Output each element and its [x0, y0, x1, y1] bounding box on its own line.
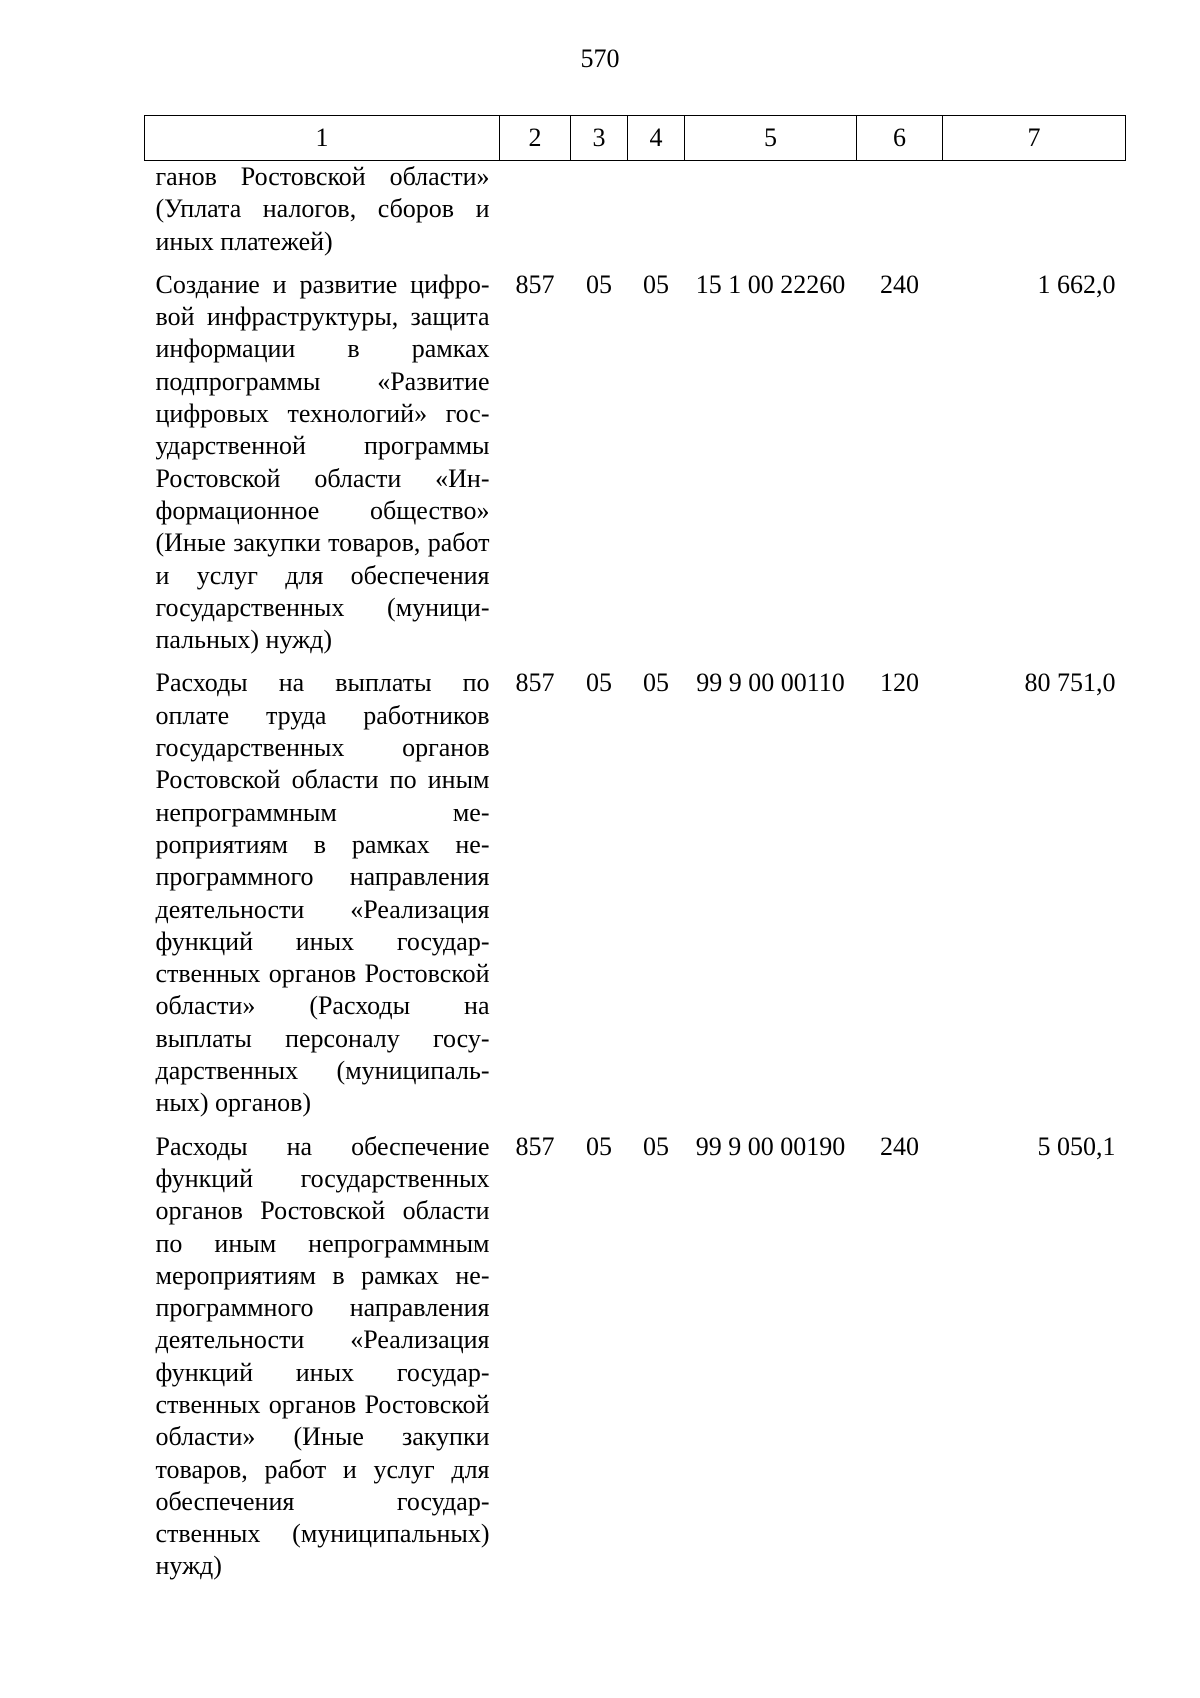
row-target-article: 99 9 00 00110 — [696, 668, 845, 698]
table-row — [145, 1120, 1126, 1583]
row-amount — [943, 161, 1126, 258]
table-row — [145, 656, 1126, 1119]
table-row — [145, 161, 1126, 258]
row-subsection: 05 — [643, 269, 669, 299]
row-amount: 80 751,0 — [1024, 668, 1116, 698]
budget-table — [144, 115, 1126, 1583]
header-cell: 1 — [145, 116, 500, 161]
row-code-ministry — [500, 161, 571, 258]
header-cell: 6 — [857, 116, 943, 161]
row-expense-type: 240 — [880, 1131, 919, 1161]
row-expense-type: 120 — [880, 668, 919, 698]
row-section — [571, 161, 628, 258]
table-header — [145, 116, 1126, 161]
row-description: Создание и развитие цифровой инфраструктуры, защита информации в рамках подпрограммы «Развитие цифровых технологий» государственной программы Ростовской области «Информационное общество» (Иные закупки товаров, работ и услуг для обеспечения государственных (муниципальных) нужд) — [155, 269, 490, 655]
row-section: 05 — [586, 269, 612, 299]
row-target-article: 15 1 00 22260 — [695, 269, 846, 299]
row-code-ministry: 857 — [515, 668, 555, 698]
row-subsection — [628, 161, 685, 258]
row-amount: 1 662,0 — [1037, 269, 1116, 299]
header-cell: 7 — [943, 116, 1126, 161]
row-subsection: 05 — [643, 668, 669, 698]
header-cell: 5 — [685, 116, 857, 161]
row-subsection: 05 — [643, 1131, 669, 1161]
row-description: ганов Ростовской области» (Уплата налогов, сборов и иных платежей) — [155, 162, 490, 256]
table-row — [145, 258, 1126, 657]
row-expense-type: 240 — [880, 269, 919, 299]
table-body — [145, 161, 1126, 1583]
page-number: 570 — [580, 44, 620, 73]
row-target-article: 99 9 00 00190 — [695, 1131, 846, 1161]
row-description: Расходы на обеспечение функций государственных органов Ростовской области по иным непрограммным мероприятиям в рамках непрограммного направления деятельности «Реализация функций иных государственных органов Ростовской области» (Иные закупки товаров, работ и услуг для обеспечения государственных (муниципальных) нужд) — [155, 1131, 490, 1581]
row-target-article — [685, 161, 857, 258]
row-code-ministry: 857 — [515, 269, 555, 299]
header-cell: 4 — [628, 116, 685, 161]
row-code-ministry: 857 — [515, 1131, 555, 1161]
row-expense-type — [857, 161, 943, 258]
header-row — [145, 116, 1126, 161]
row-section: 05 — [586, 668, 612, 698]
row-description: Расходы на выплаты по оплате труда работников государственных органов Ростовской области по иным непрограммным мероприятиям в рамках непрограммного направления деятельности «Реализация функций иных государственных органов Ростовской области» (Расходы на выплаты персоналу государственных (муниципальных) органов) — [155, 668, 490, 1118]
row-amount: 5 050,1 — [1037, 1131, 1116, 1161]
header-cell: 2 — [500, 116, 571, 161]
header-cell: 3 — [571, 116, 628, 161]
row-section: 05 — [586, 1131, 612, 1161]
